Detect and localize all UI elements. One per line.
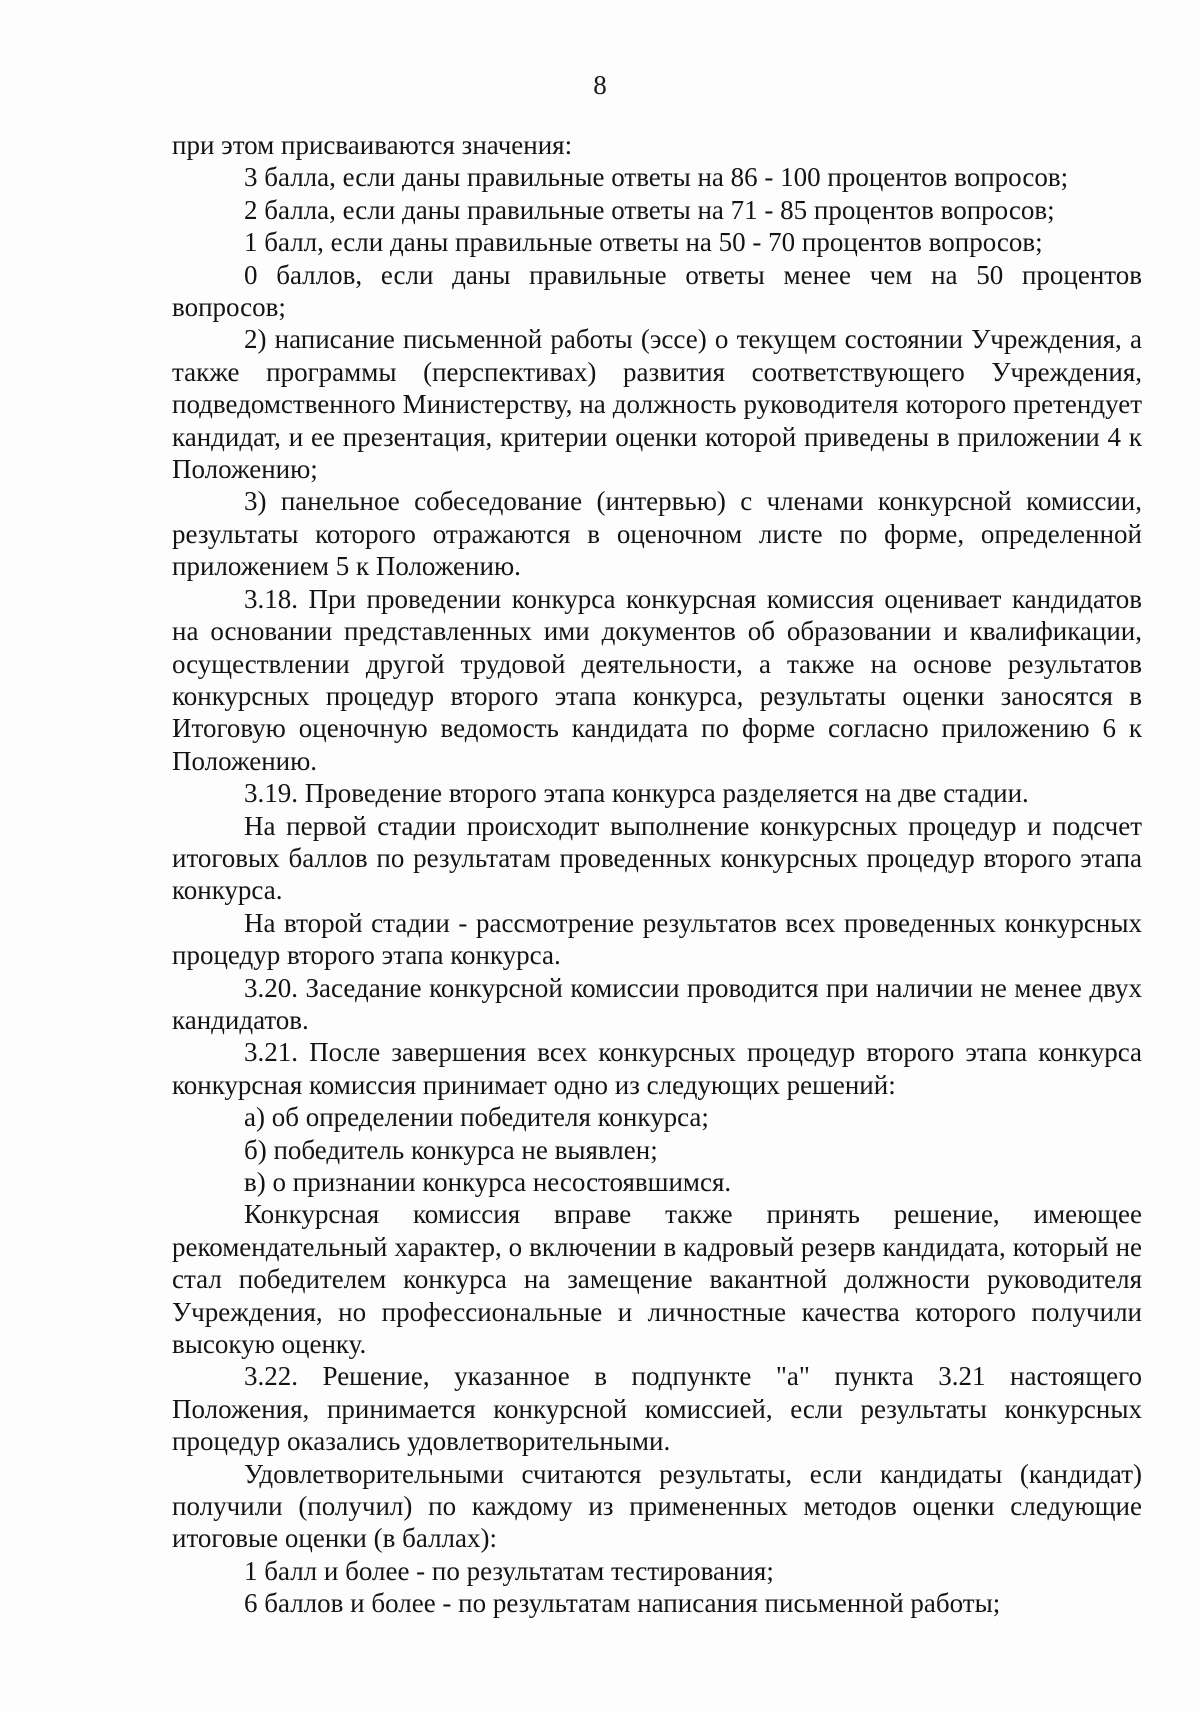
paragraph-item-3-interview: 3) панельное собеседование (интервью) с членами конкурсной комиссии, результаты которого отражаются в оценочном листе по форме, определенной приложением 5 к Положению. — [172, 486, 1142, 582]
page-number: 8 — [593, 70, 607, 100]
paragraph-score-3: 3 балла, если даны правильные ответы на 86 - 100 процентов вопросов; — [244, 162, 1069, 193]
paragraph-decision-b: б) победитель конкурса не выявлен; — [244, 1134, 658, 1165]
paragraph-3-21: 3.21. После завершения всех конкурсных процедур второго этапа конкурса конкурсная комиссия принимает одно из следующих решений: — [172, 1037, 1142, 1100]
paragraph-intro: при этом присваиваются значения: — [172, 130, 573, 160]
paragraph-second-stage: На второй стадии - рассмотрение результатов всех проведенных конкурсных процедур второго этапа конкурса. — [172, 907, 1142, 971]
paragraph-reserve: Конкурсная комиссия вправе также принять решение, имеющее рекомендательный характер, о включении в кадровый резерв кандидата, который не стал победителем конкурса на замещение вакантной должности руководителя Учреждения, но профессиональные и личностные качества которого получили высокую оценку. — [172, 1199, 1142, 1360]
paragraph-decision-a: а) об определении победителя конкурса; — [244, 1102, 709, 1133]
paragraph-3-22: 3.22. Решение, указанное в подпункте "а" пункта 3.21 настоящего Положения, принимается конкурсной комиссией, если результаты конкурсных процедур оказались удовлетворительными. — [172, 1361, 1142, 1457]
paragraph-satisfactory: Удовлетворительными считаются результаты, если кандидаты (кандидат) получили (получил) по каждому из примененных методов оценки следующие итоговые оценки (в баллах): — [172, 1458, 1142, 1554]
paragraph-3-18: 3.18. При проведении конкурса конкурсная комиссия оценивает кандидатов на основании представленных ими документов об образовании и квалификации, осуществлении другой трудовой деятельности, а также на основе результатов конкурсных процедур второго этапа конкурса, результаты оценки заносятся в Итоговую оценочную ведомость кандидата по форме согласно приложению 6 к Положению. — [172, 583, 1142, 776]
paragraph-first-stage: На первой стадии происходит выполнение конкурсных процедур и подсчет итоговых баллов по результатам проведенных конкурсных процедур второго этапа конкурса. — [172, 810, 1142, 906]
document-body — [172, 129, 1142, 1620]
paragraph-score-0: 0 баллов, если даны правильные ответы менее чем на 50 процентов вопросов; — [172, 259, 1142, 323]
paragraph-essay-score: 6 баллов и более - по результатам написания письменной работы; — [244, 1588, 1001, 1619]
paragraph-score-2: 2 балла, если даны правильные ответы на 71 - 85 процентов вопросов; — [244, 194, 1055, 225]
paragraph-item-2-essay: 2) написание письменной работы (эссе) о текущем состоянии Учреждения, а также программы (перспективах) развития соответствующего Учреждения, подведомственного Министерству, на должность руководителя которого претендует кандидат, и ее презентация, критерии оценки которой приведены в приложении 4 к Положению; — [172, 324, 1142, 485]
paragraph-3-19: 3.19. Проведение второго этапа конкурса разделяется на две стадии. — [244, 778, 1029, 809]
paragraph-3-20: 3.20. Заседание конкурсной комиссии проводится при наличии не менее двух кандидатов. — [172, 972, 1142, 1035]
paragraph-decision-c: в) о признании конкурса несостоявшимся. — [244, 1167, 732, 1197]
paragraph-testing-score: 1 балл и более - по результатам тестирования; — [244, 1555, 774, 1586]
paragraph-score-1: 1 балл, если даны правильные ответы на 50 - 70 процентов вопросов; — [244, 227, 1043, 258]
